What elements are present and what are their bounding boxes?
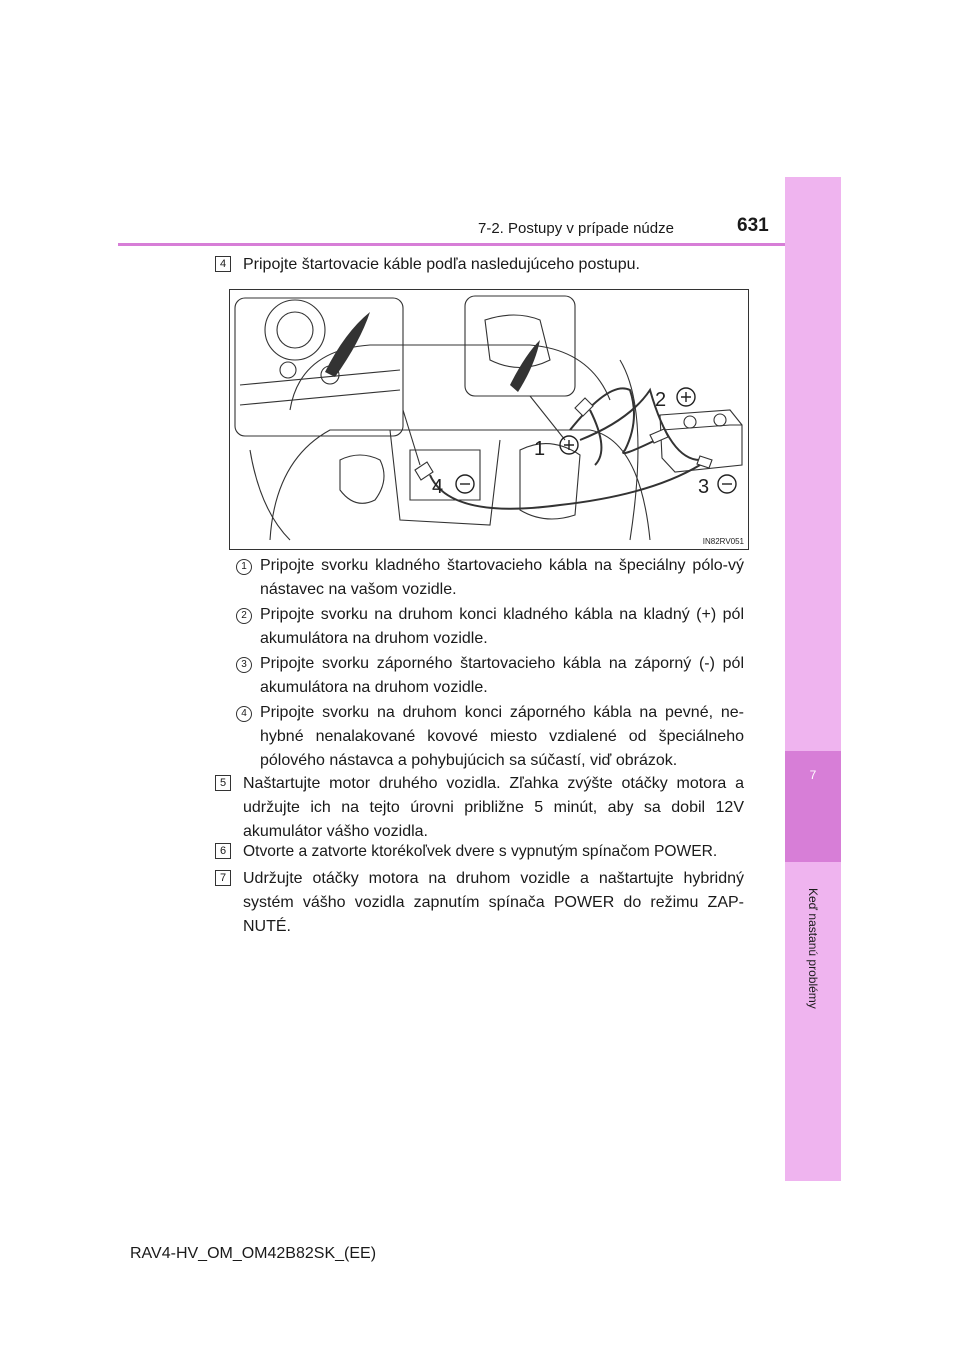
step-number-4: 4 (215, 256, 231, 272)
figure-callout-2: 2 (655, 389, 667, 411)
substep-1-text: Pripojte svorku kladného štartovacieho kábla na špeciálny pólo-vý nástavec na vašom vozidle. (260, 557, 744, 598)
substep-4-text: Pripojte svorku na druhom konci záporného kábla na pevné, ne-hybné nenalakované kovové miesto vzdialené od špeciálneho pólového nástavca a pohybujúcich sa súčastí, viď obrázok. (260, 704, 744, 769)
step-4-text: Pripojte štartovacie káble podľa nasledujúceho postupu. (243, 256, 640, 273)
chapter-side-tab (785, 177, 841, 1181)
chapter-number: 7 (809, 768, 817, 782)
page-number: 631 (737, 215, 769, 236)
step-number-7: 7 (215, 870, 231, 886)
header-rule (118, 243, 785, 246)
step-number-6: 6 (215, 843, 231, 859)
document-id: RAV4-HV_OM_OM42B82SK_(EE) (130, 1245, 377, 1262)
figure-callout-1: 1 (534, 438, 546, 460)
substep-3-text: Pripojte svorku záporného štartovacieho kábla na záporný (-) pól akumulátora na druhom vozidle. (260, 655, 744, 696)
step-number-5: 5 (215, 775, 231, 791)
step-7-text: Udržujte otáčky motora na druhom vozidle a naštartujte hybridný systém vášho vozidla zapnutím spínača POWER do režimu ZAP-NUTÉ. (243, 870, 744, 935)
substep-number-1: 1 (236, 559, 252, 575)
figure-callout-4: 4 (432, 476, 444, 498)
substep-number-3: 3 (236, 657, 252, 673)
step-6-text: Otvorte a zatvorte ktorékoľvek dvere s vypnutým spínačom POWER. (243, 843, 718, 860)
step-5-text: Naštartujte motor druhého vozidla. Zľahka zvýšte otáčky motora a udržujte ich na tejto úrovni približne 5 minút, aby sa dobil 12V akumulátor vášho vozidla. (243, 775, 744, 840)
engine-bay-drawing (230, 290, 748, 549)
section-title: 7-2. Postupy v prípade núdze (478, 220, 674, 237)
chapter-title: Keď nastanú problémy (806, 888, 820, 1009)
jump-start-illustration (229, 289, 749, 550)
substep-number-4: 4 (236, 706, 252, 722)
substep-number-2: 2 (236, 608, 252, 624)
figure-callout-3: 3 (698, 476, 710, 498)
figure-code: IN82RV051 (702, 537, 744, 546)
substep-2-text: Pripojte svorku na druhom konci kladného kábla na kladný (+) pól akumulátora na druhom vozidle. (260, 606, 744, 647)
